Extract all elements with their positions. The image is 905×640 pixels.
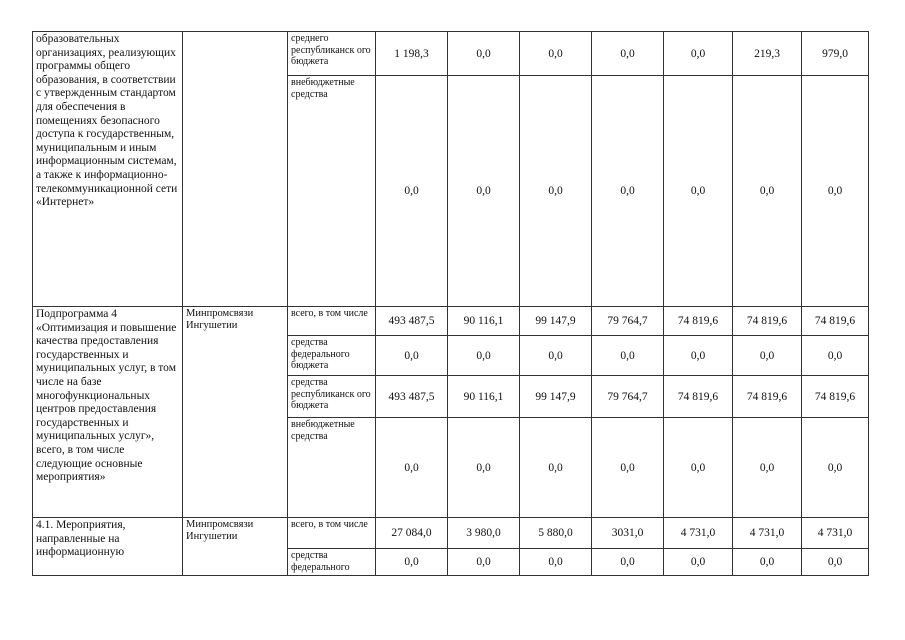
amount-cell: 0,0 <box>520 32 592 76</box>
table-row <box>33 307 869 336</box>
amount-cell: 0,0 <box>376 549 448 576</box>
amount-cell: 74 819,6 <box>802 376 869 418</box>
amount-cell: 0,0 <box>802 336 869 376</box>
amount-cell: 4 731,0 <box>664 518 733 549</box>
amount-cell: 0,0 <box>448 418 520 518</box>
amount-cell: 74 819,6 <box>664 307 733 336</box>
amount-cell: 0,0 <box>520 549 592 576</box>
funding-source-cell: внебюджетные средства <box>288 418 376 518</box>
amount-cell: 0,0 <box>520 418 592 518</box>
amount-cell: 1 198,3 <box>376 32 448 76</box>
amount-cell: 0,0 <box>592 336 664 376</box>
amount-cell: 74 819,6 <box>733 376 802 418</box>
table-row <box>33 518 869 549</box>
amount-cell: 0,0 <box>664 32 733 76</box>
funding-source-cell: всего, в том числе <box>288 307 376 336</box>
amount-cell: 90 116,1 <box>448 376 520 418</box>
amount-cell: 79 764,7 <box>592 376 664 418</box>
measure-description-cell: образовательных организациях, реализующих программы общего образования, в соответствии с утвержденным стандартом для обеспечения в помещениях безопасного доступа к государственным, муниципальным и иным информационным системам, а также к информационно-телекоммуникационной сети «Интернет» <box>33 32 183 307</box>
amount-cell: 99 147,9 <box>520 307 592 336</box>
amount-cell: 0,0 <box>520 336 592 376</box>
amount-cell: 0,0 <box>664 76 733 307</box>
amount-cell: 3031,0 <box>592 518 664 549</box>
amount-cell: 0,0 <box>733 418 802 518</box>
amount-cell: 0,0 <box>664 418 733 518</box>
amount-cell: 0,0 <box>448 336 520 376</box>
amount-cell: 0,0 <box>733 76 802 307</box>
measure-description-cell: 4.1. Мероприятия, направленные на информационную <box>33 518 183 576</box>
amount-cell: 4 731,0 <box>733 518 802 549</box>
amount-cell: 4 731,0 <box>802 518 869 549</box>
amount-cell: 99 147,9 <box>520 376 592 418</box>
amount-cell: 0,0 <box>448 32 520 76</box>
funding-source-cell: всего, в том числе <box>288 518 376 549</box>
amount-cell: 0,0 <box>802 418 869 518</box>
amount-cell: 0,0 <box>733 336 802 376</box>
amount-cell: 0,0 <box>802 76 869 307</box>
amount-cell: 493 487,5 <box>376 307 448 336</box>
amount-cell: 3 980,0 <box>448 518 520 549</box>
funding-source-cell: средства федерального <box>288 549 376 576</box>
budget-table <box>32 31 869 576</box>
funding-source-cell: средства республиканск ого бюджета <box>288 376 376 418</box>
amount-cell: 0,0 <box>664 549 733 576</box>
amount-cell: 90 116,1 <box>448 307 520 336</box>
amount-cell: 979,0 <box>802 32 869 76</box>
table-row <box>33 32 869 76</box>
amount-cell: 0,0 <box>802 549 869 576</box>
amount-cell: 0,0 <box>733 549 802 576</box>
amount-cell: 219,3 <box>733 32 802 76</box>
funding-source-cell: средства федерального бюджета <box>288 336 376 376</box>
amount-cell: 0,0 <box>592 32 664 76</box>
funding-source-cell: внебюджетные средства <box>288 76 376 307</box>
amount-cell: 0,0 <box>592 549 664 576</box>
responsible-executor-cell <box>183 32 288 307</box>
table-body <box>33 32 869 576</box>
amount-cell: 0,0 <box>664 336 733 376</box>
amount-cell: 0,0 <box>520 76 592 307</box>
amount-cell: 0,0 <box>448 549 520 576</box>
amount-cell: 493 487,5 <box>376 376 448 418</box>
amount-cell: 0,0 <box>592 418 664 518</box>
amount-cell: 0,0 <box>376 418 448 518</box>
amount-cell: 0,0 <box>592 76 664 307</box>
amount-cell: 0,0 <box>376 336 448 376</box>
amount-cell: 0,0 <box>376 76 448 307</box>
amount-cell: 5 880,0 <box>520 518 592 549</box>
amount-cell: 79 764,7 <box>592 307 664 336</box>
funding-source-cell: среднего республиканск ого бюджета <box>288 32 376 76</box>
amount-cell: 27 084,0 <box>376 518 448 549</box>
responsible-executor-cell: Минпромсвязи Ингушетии <box>183 307 288 518</box>
amount-cell: 74 819,6 <box>733 307 802 336</box>
responsible-executor-cell: Минпромсвязи Ингушетии <box>183 518 288 576</box>
amount-cell: 74 819,6 <box>802 307 869 336</box>
amount-cell: 0,0 <box>448 76 520 307</box>
measure-description-cell: Подпрограмма 4 «Оптимизация и повышение качества предоставления государственных и муниципальных услуг, в том числе на базе многофункциональных центров предоставления государственных и муниципальных услуг», всего, в том числе следующие основные мероприятия» <box>33 307 183 518</box>
amount-cell: 74 819,6 <box>664 376 733 418</box>
